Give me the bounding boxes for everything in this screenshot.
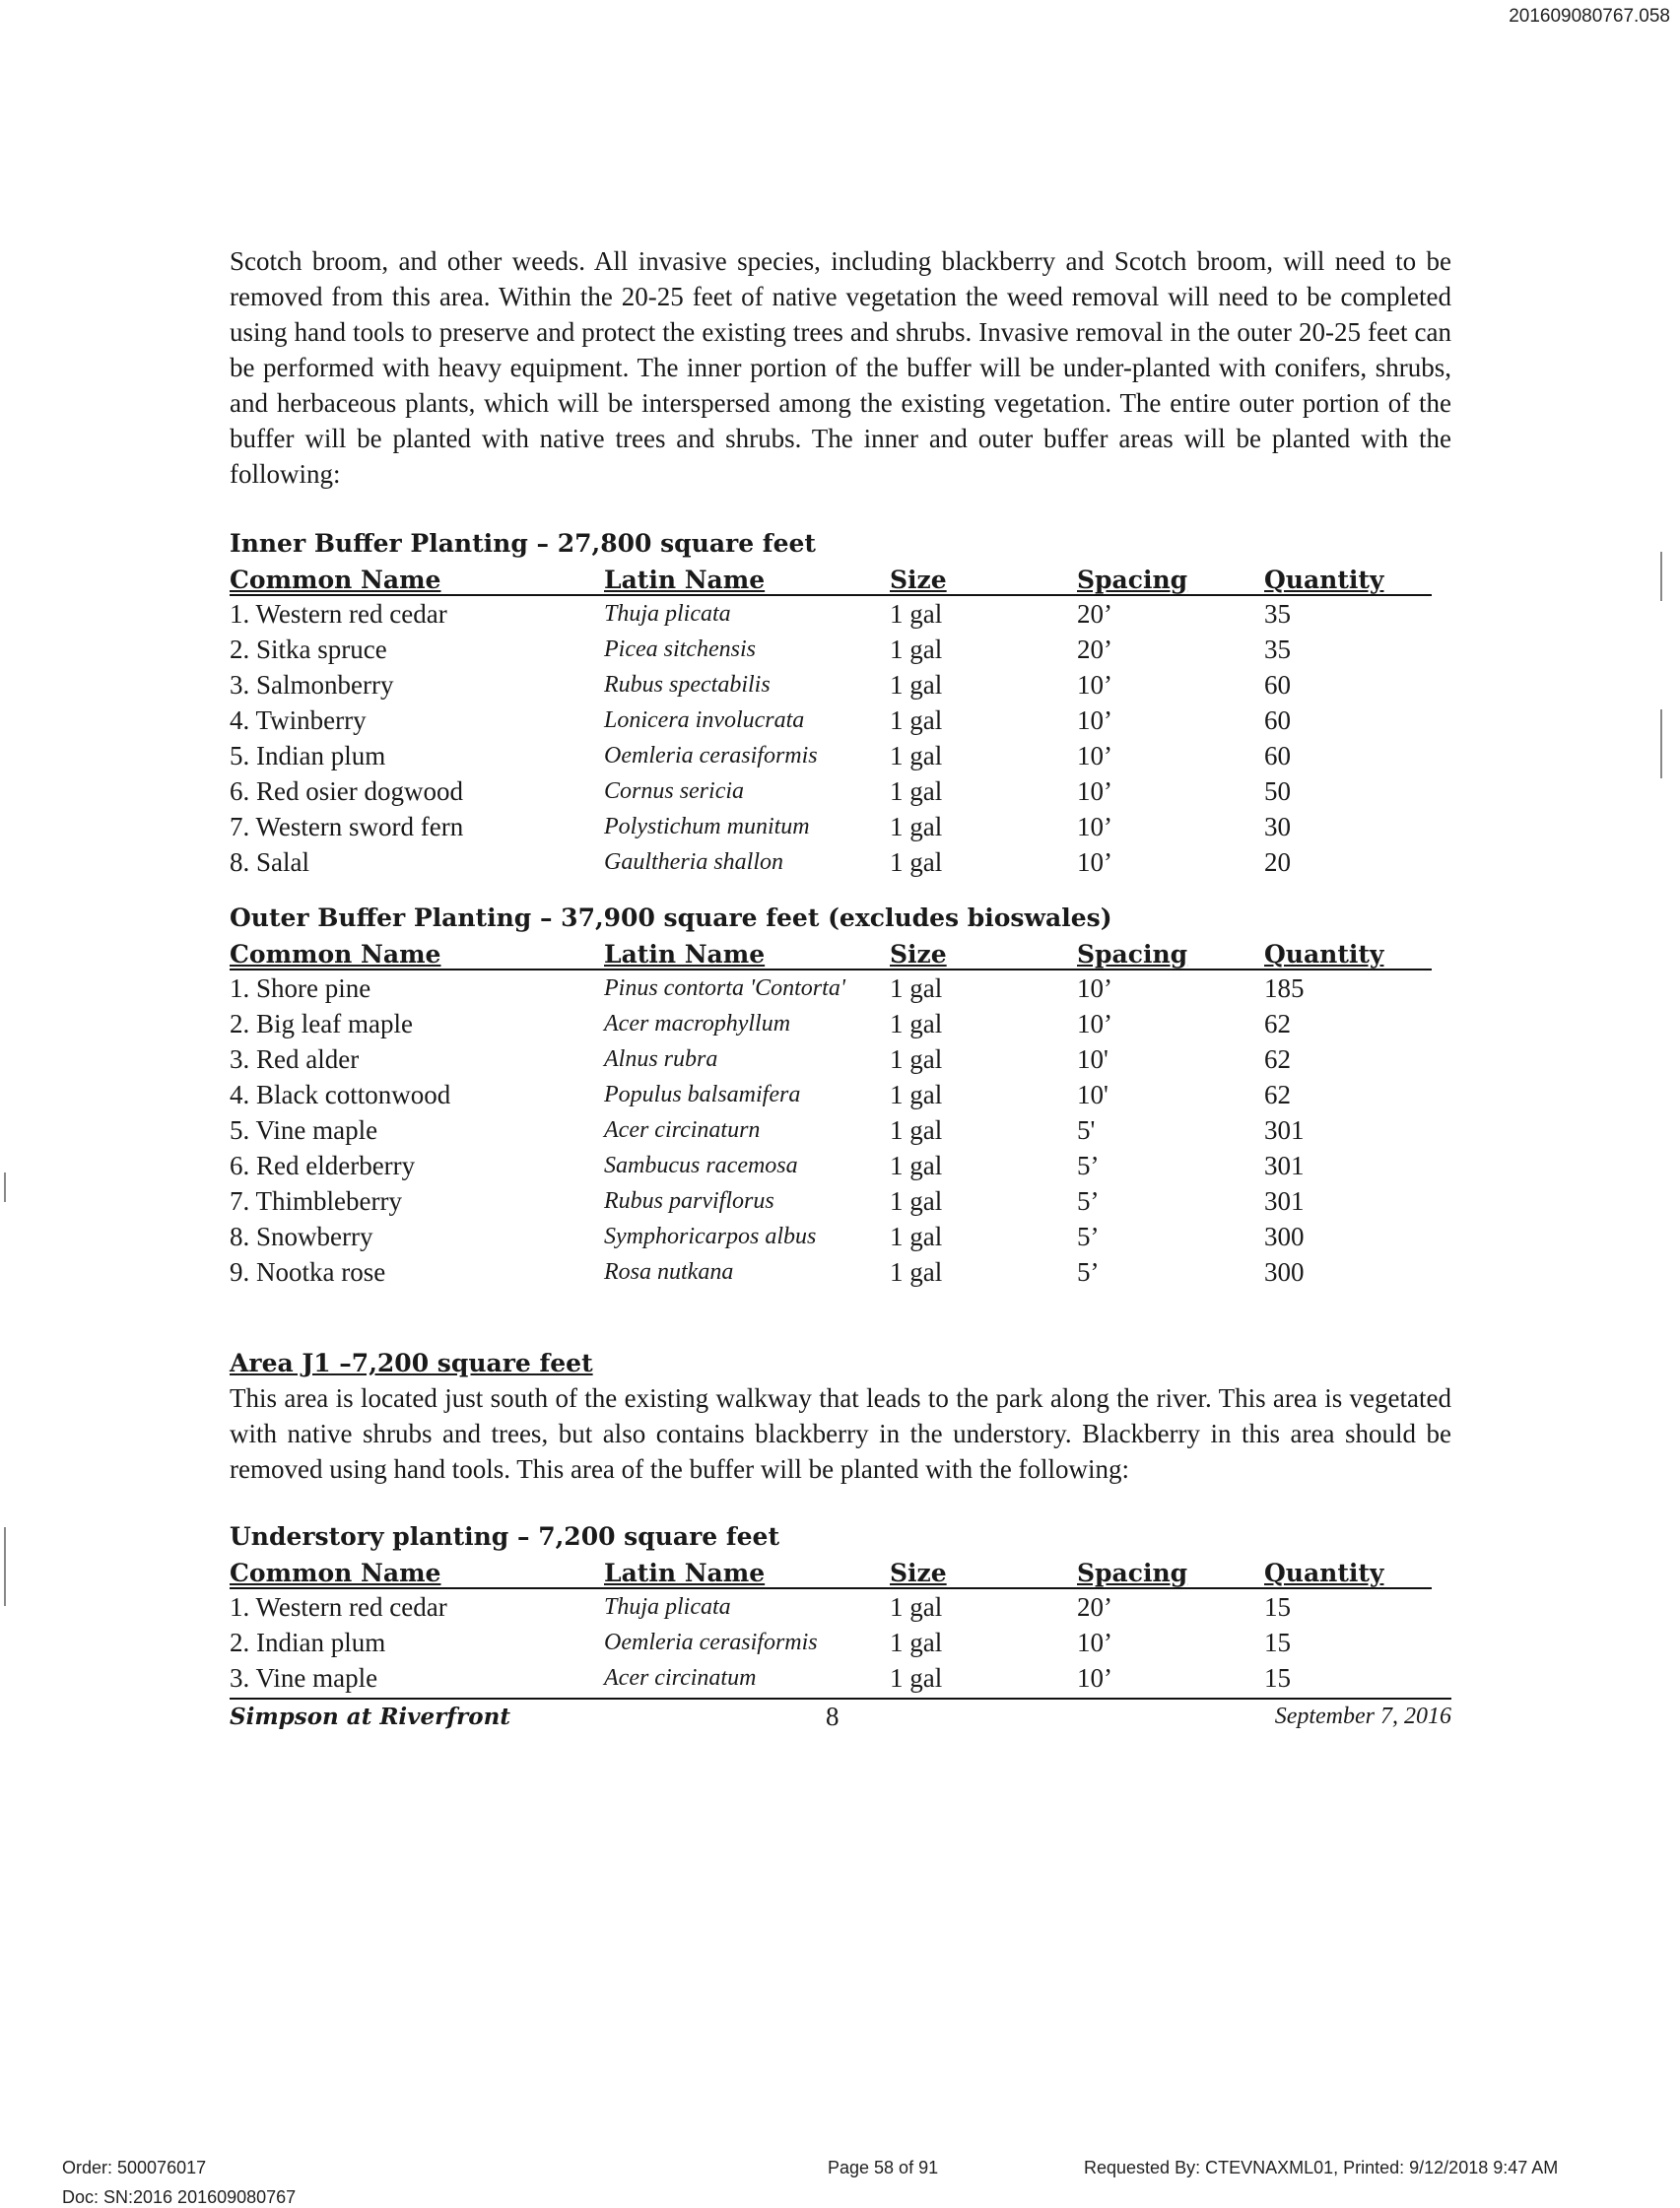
size-cell: 1 gal — [890, 1592, 943, 1622]
spacing-cell: 10’ — [1077, 1628, 1112, 1657]
table-header-row — [230, 1554, 1432, 1588]
common-name-cell: 8. Salal — [230, 847, 309, 877]
understory-table — [230, 1554, 1432, 1696]
latin-name-cell: Picea sitchensis — [604, 636, 756, 662]
table-row — [230, 738, 1432, 773]
quantity-cell: 300 — [1264, 1257, 1305, 1287]
size-cell: 1 gal — [890, 1009, 943, 1038]
latin-name-cell: Pinus contorta 'Contorta' — [604, 975, 845, 1001]
table-row — [230, 1219, 1432, 1254]
size-cell: 1 gal — [890, 1044, 943, 1074]
common-name-cell: 2. Indian plum — [230, 1628, 386, 1657]
table-row — [230, 595, 1432, 632]
size-cell: 1 gal — [890, 776, 943, 806]
quantity-cell: 50 — [1264, 776, 1291, 806]
col-common-name: Common Name — [230, 935, 604, 970]
latin-name-cell: Rosa nutkana — [604, 1259, 734, 1285]
quantity-cell: 300 — [1264, 1222, 1305, 1251]
quantity-cell: 60 — [1264, 705, 1291, 735]
col-common-name: Common Name — [230, 1554, 604, 1588]
spacing-cell: 10’ — [1077, 776, 1112, 806]
common-name-cell: 9. Nootka rose — [230, 1257, 386, 1287]
quantity-cell: 301 — [1264, 1151, 1305, 1180]
spacing-cell: 5’ — [1077, 1186, 1100, 1216]
spacing-cell: 10’ — [1077, 670, 1112, 700]
quantity-cell: 15 — [1264, 1663, 1291, 1693]
col-size: Size — [890, 1554, 1077, 1588]
col-spacing: Spacing — [1077, 935, 1264, 970]
common-name-cell: 6. Red elderberry — [230, 1151, 416, 1180]
common-name-cell: 2. Sitka spruce — [230, 635, 387, 664]
latin-name-cell: Symphoricarpos albus — [604, 1224, 817, 1249]
common-name-cell: 5. Indian plum — [230, 741, 386, 770]
size-cell: 1 gal — [890, 741, 943, 770]
table-row — [230, 1006, 1432, 1041]
spacing-cell: 10' — [1077, 1080, 1109, 1109]
quantity-cell: 15 — [1264, 1628, 1291, 1657]
page-footer — [230, 1698, 1451, 1733]
spacing-cell: 10’ — [1077, 812, 1112, 841]
common-name-cell: 7. Thimbleberry — [230, 1186, 402, 1216]
col-latin-name: Latin Name — [604, 1554, 890, 1588]
size-cell: 1 gal — [890, 670, 943, 700]
size-cell: 1 gal — [890, 812, 943, 841]
col-latin-name: Latin Name — [604, 935, 890, 970]
quantity-cell: 185 — [1264, 973, 1305, 1003]
inner-buffer-title: Inner Buffer Planting – 27,800 square feet — [230, 529, 816, 558]
scan-mark — [1660, 709, 1662, 778]
spacing-cell: 5' — [1077, 1115, 1096, 1145]
understory-rows — [230, 1588, 1432, 1696]
table-row — [230, 1041, 1432, 1077]
table-row — [230, 1183, 1432, 1219]
quantity-cell: 35 — [1264, 599, 1291, 629]
common-name-cell: 4. Twinberry — [230, 705, 367, 735]
common-name-cell: 5. Vine maple — [230, 1115, 378, 1145]
spacing-cell: 10’ — [1077, 1009, 1112, 1038]
page-content — [230, 243, 1451, 1733]
table-row — [230, 1625, 1432, 1660]
latin-name-cell: Acer macrophyllum — [604, 1011, 791, 1037]
common-name-cell: 8. Snowberry — [230, 1222, 373, 1251]
requested-by: Requested By: CTEVNAXML01, Printed: 9/12/2018 9:47 AM — [1084, 2158, 1559, 2177]
footer-page-number: 8 — [826, 1702, 840, 1731]
doc-number: Doc: SN:2016 201609080767 — [62, 2187, 297, 2207]
footer-date: September 7, 2016 — [1274, 1704, 1451, 1729]
spacing-cell: 20’ — [1077, 1592, 1112, 1622]
table-row — [230, 970, 1432, 1006]
quantity-cell: 62 — [1264, 1009, 1291, 1038]
table-header-row — [230, 935, 1432, 970]
quantity-cell: 301 — [1264, 1186, 1305, 1216]
latin-name-cell: Alnus rubra — [604, 1046, 718, 1072]
intro-paragraph: Scotch broom, and other weeds. All invasive species, including blackberry and Scotch broom, will need to be removed from this area. Within the 20-25 feet of native vegetation the weed removal will need to be completed using hand tools to preserve and protect the existing trees and shrubs. Invasive removal in the outer 20-25 feet can be performed with heavy equipment. The inner portion of the buffer will be under-planted with conifers, shrubs, and herbaceous plants, which will be interspersed among the existing vegetation. The entire outer portion of the buffer will be planted with native trees and shrubs. The inner and outer buffer areas will be planted with the following: — [230, 246, 1451, 489]
print-footer — [0, 2158, 1680, 2205]
common-name-cell: 1. Western red cedar — [230, 1592, 447, 1622]
latin-name-cell: Acer circinatum — [604, 1665, 757, 1691]
quantity-cell: 30 — [1264, 812, 1291, 841]
scan-mark — [1660, 552, 1662, 601]
document-stamp: 201609080767.058 — [1509, 6, 1670, 27]
latin-name-cell: Oemleria cerasiformis — [604, 743, 818, 769]
spacing-cell: 10' — [1077, 1044, 1109, 1074]
table-header-row — [230, 561, 1432, 595]
col-quantity: Quantity — [1264, 561, 1432, 595]
table-row — [230, 1660, 1432, 1696]
quantity-cell: 62 — [1264, 1080, 1291, 1109]
table-row — [230, 632, 1432, 667]
spacing-cell: 5’ — [1077, 1151, 1100, 1180]
quantity-cell: 62 — [1264, 1044, 1291, 1074]
latin-name-cell: Gaultheria shallon — [604, 849, 784, 875]
latin-name-cell: Populus balsamifera — [604, 1082, 801, 1107]
quantity-cell: 35 — [1264, 635, 1291, 664]
latin-name-cell: Acer circinaturn — [604, 1117, 761, 1143]
size-cell: 1 gal — [890, 1628, 943, 1657]
spacing-cell: 10’ — [1077, 973, 1112, 1003]
common-name-cell: 3. Red alder — [230, 1044, 360, 1074]
inner-buffer-table — [230, 561, 1432, 880]
size-cell: 1 gal — [890, 847, 943, 877]
size-cell: 1 gal — [890, 1186, 943, 1216]
spacing-cell: 20’ — [1077, 635, 1112, 664]
table-row — [230, 1077, 1432, 1112]
col-spacing: Spacing — [1077, 561, 1264, 595]
col-latin-name: Latin Name — [604, 561, 890, 595]
latin-name-cell: Rubus spectabilis — [604, 672, 771, 698]
col-quantity: Quantity — [1264, 935, 1432, 970]
spacing-cell: 10’ — [1077, 1663, 1112, 1693]
size-cell: 1 gal — [890, 1257, 943, 1287]
common-name-cell: 1. Western red cedar — [230, 599, 447, 629]
latin-name-cell: Oemleria cerasiformis — [604, 1630, 818, 1655]
common-name-cell: 3. Vine maple — [230, 1663, 378, 1693]
area-j1-heading: Area J1 –7,200 square feet — [230, 1349, 593, 1377]
spacing-cell: 20’ — [1077, 599, 1112, 629]
size-cell: 1 gal — [890, 635, 943, 664]
table-row — [230, 773, 1432, 809]
spacing-cell: 10’ — [1077, 741, 1112, 770]
common-name-cell: 6. Red osier dogwood — [230, 776, 463, 806]
outer-buffer-title: Outer Buffer Planting – 37,900 square feet (excludes bioswales) — [230, 903, 1112, 932]
size-cell: 1 gal — [890, 705, 943, 735]
spacing-cell: 5’ — [1077, 1257, 1100, 1287]
quantity-cell: 60 — [1264, 741, 1291, 770]
latin-name-cell: Polystichum munitum — [604, 814, 810, 839]
table-row — [230, 1148, 1432, 1183]
scan-mark — [4, 1527, 6, 1606]
latin-name-cell: Sambucus racemosa — [604, 1153, 798, 1178]
footer-project-name: Simpson at Riverfront — [230, 1704, 510, 1730]
quantity-cell: 301 — [1264, 1115, 1305, 1145]
col-size: Size — [890, 935, 1077, 970]
page-counter: Page 58 of 91 — [828, 2158, 939, 2177]
latin-name-cell: Rubus parviflorus — [604, 1188, 774, 1214]
spacing-cell: 5’ — [1077, 1222, 1100, 1251]
common-name-cell: 2. Big leaf maple — [230, 1009, 413, 1038]
size-cell: 1 gal — [890, 973, 943, 1003]
understory-title: Understory planting – 7,200 square feet — [230, 1522, 780, 1551]
spacing-cell: 10’ — [1077, 705, 1112, 735]
scan-mark — [4, 1172, 6, 1202]
quantity-cell: 20 — [1264, 847, 1291, 877]
quantity-cell: 15 — [1264, 1592, 1291, 1622]
area-j1-paragraph: This area is located just south of the existing walkway that leads to the park along the river. This area is vegetated with native shrubs and trees, but also contains blackberry in the understory. Blackberry in this area should be removed using hand tools. This area of the buffer will be planted with the following: — [230, 1383, 1451, 1484]
common-name-cell: 3. Salmonberry — [230, 670, 394, 700]
quantity-cell: 60 — [1264, 670, 1291, 700]
size-cell: 1 gal — [890, 1115, 943, 1145]
table-row — [230, 1112, 1432, 1148]
table-row — [230, 1254, 1432, 1290]
col-quantity: Quantity — [1264, 1554, 1432, 1588]
common-name-cell: 7. Western sword fern — [230, 812, 464, 841]
latin-name-cell: Thuja plicata — [604, 601, 731, 627]
table-row — [230, 667, 1432, 703]
size-cell: 1 gal — [890, 1663, 943, 1693]
outer-buffer-rows — [230, 970, 1432, 1290]
size-cell: 1 gal — [890, 1080, 943, 1109]
common-name-cell: 1. Shore pine — [230, 973, 371, 1003]
latin-name-cell: Lonicera involucrata — [604, 707, 805, 733]
size-cell: 1 gal — [890, 1222, 943, 1251]
latin-name-cell: Cornus sericia — [604, 778, 745, 804]
inner-buffer-rows — [230, 595, 1432, 880]
col-spacing: Spacing — [1077, 1554, 1264, 1588]
table-row — [230, 703, 1432, 738]
col-common-name: Common Name — [230, 561, 604, 595]
table-row — [230, 809, 1432, 844]
outer-buffer-table — [230, 935, 1432, 1290]
latin-name-cell: Thuja plicata — [604, 1594, 731, 1620]
size-cell: 1 gal — [890, 599, 943, 629]
order-number: Order: 500076017 — [62, 2158, 207, 2177]
size-cell: 1 gal — [890, 1151, 943, 1180]
table-row — [230, 1588, 1432, 1625]
common-name-cell: 4. Black cottonwood — [230, 1080, 451, 1109]
col-size: Size — [890, 561, 1077, 595]
spacing-cell: 10’ — [1077, 847, 1112, 877]
table-row — [230, 844, 1432, 880]
